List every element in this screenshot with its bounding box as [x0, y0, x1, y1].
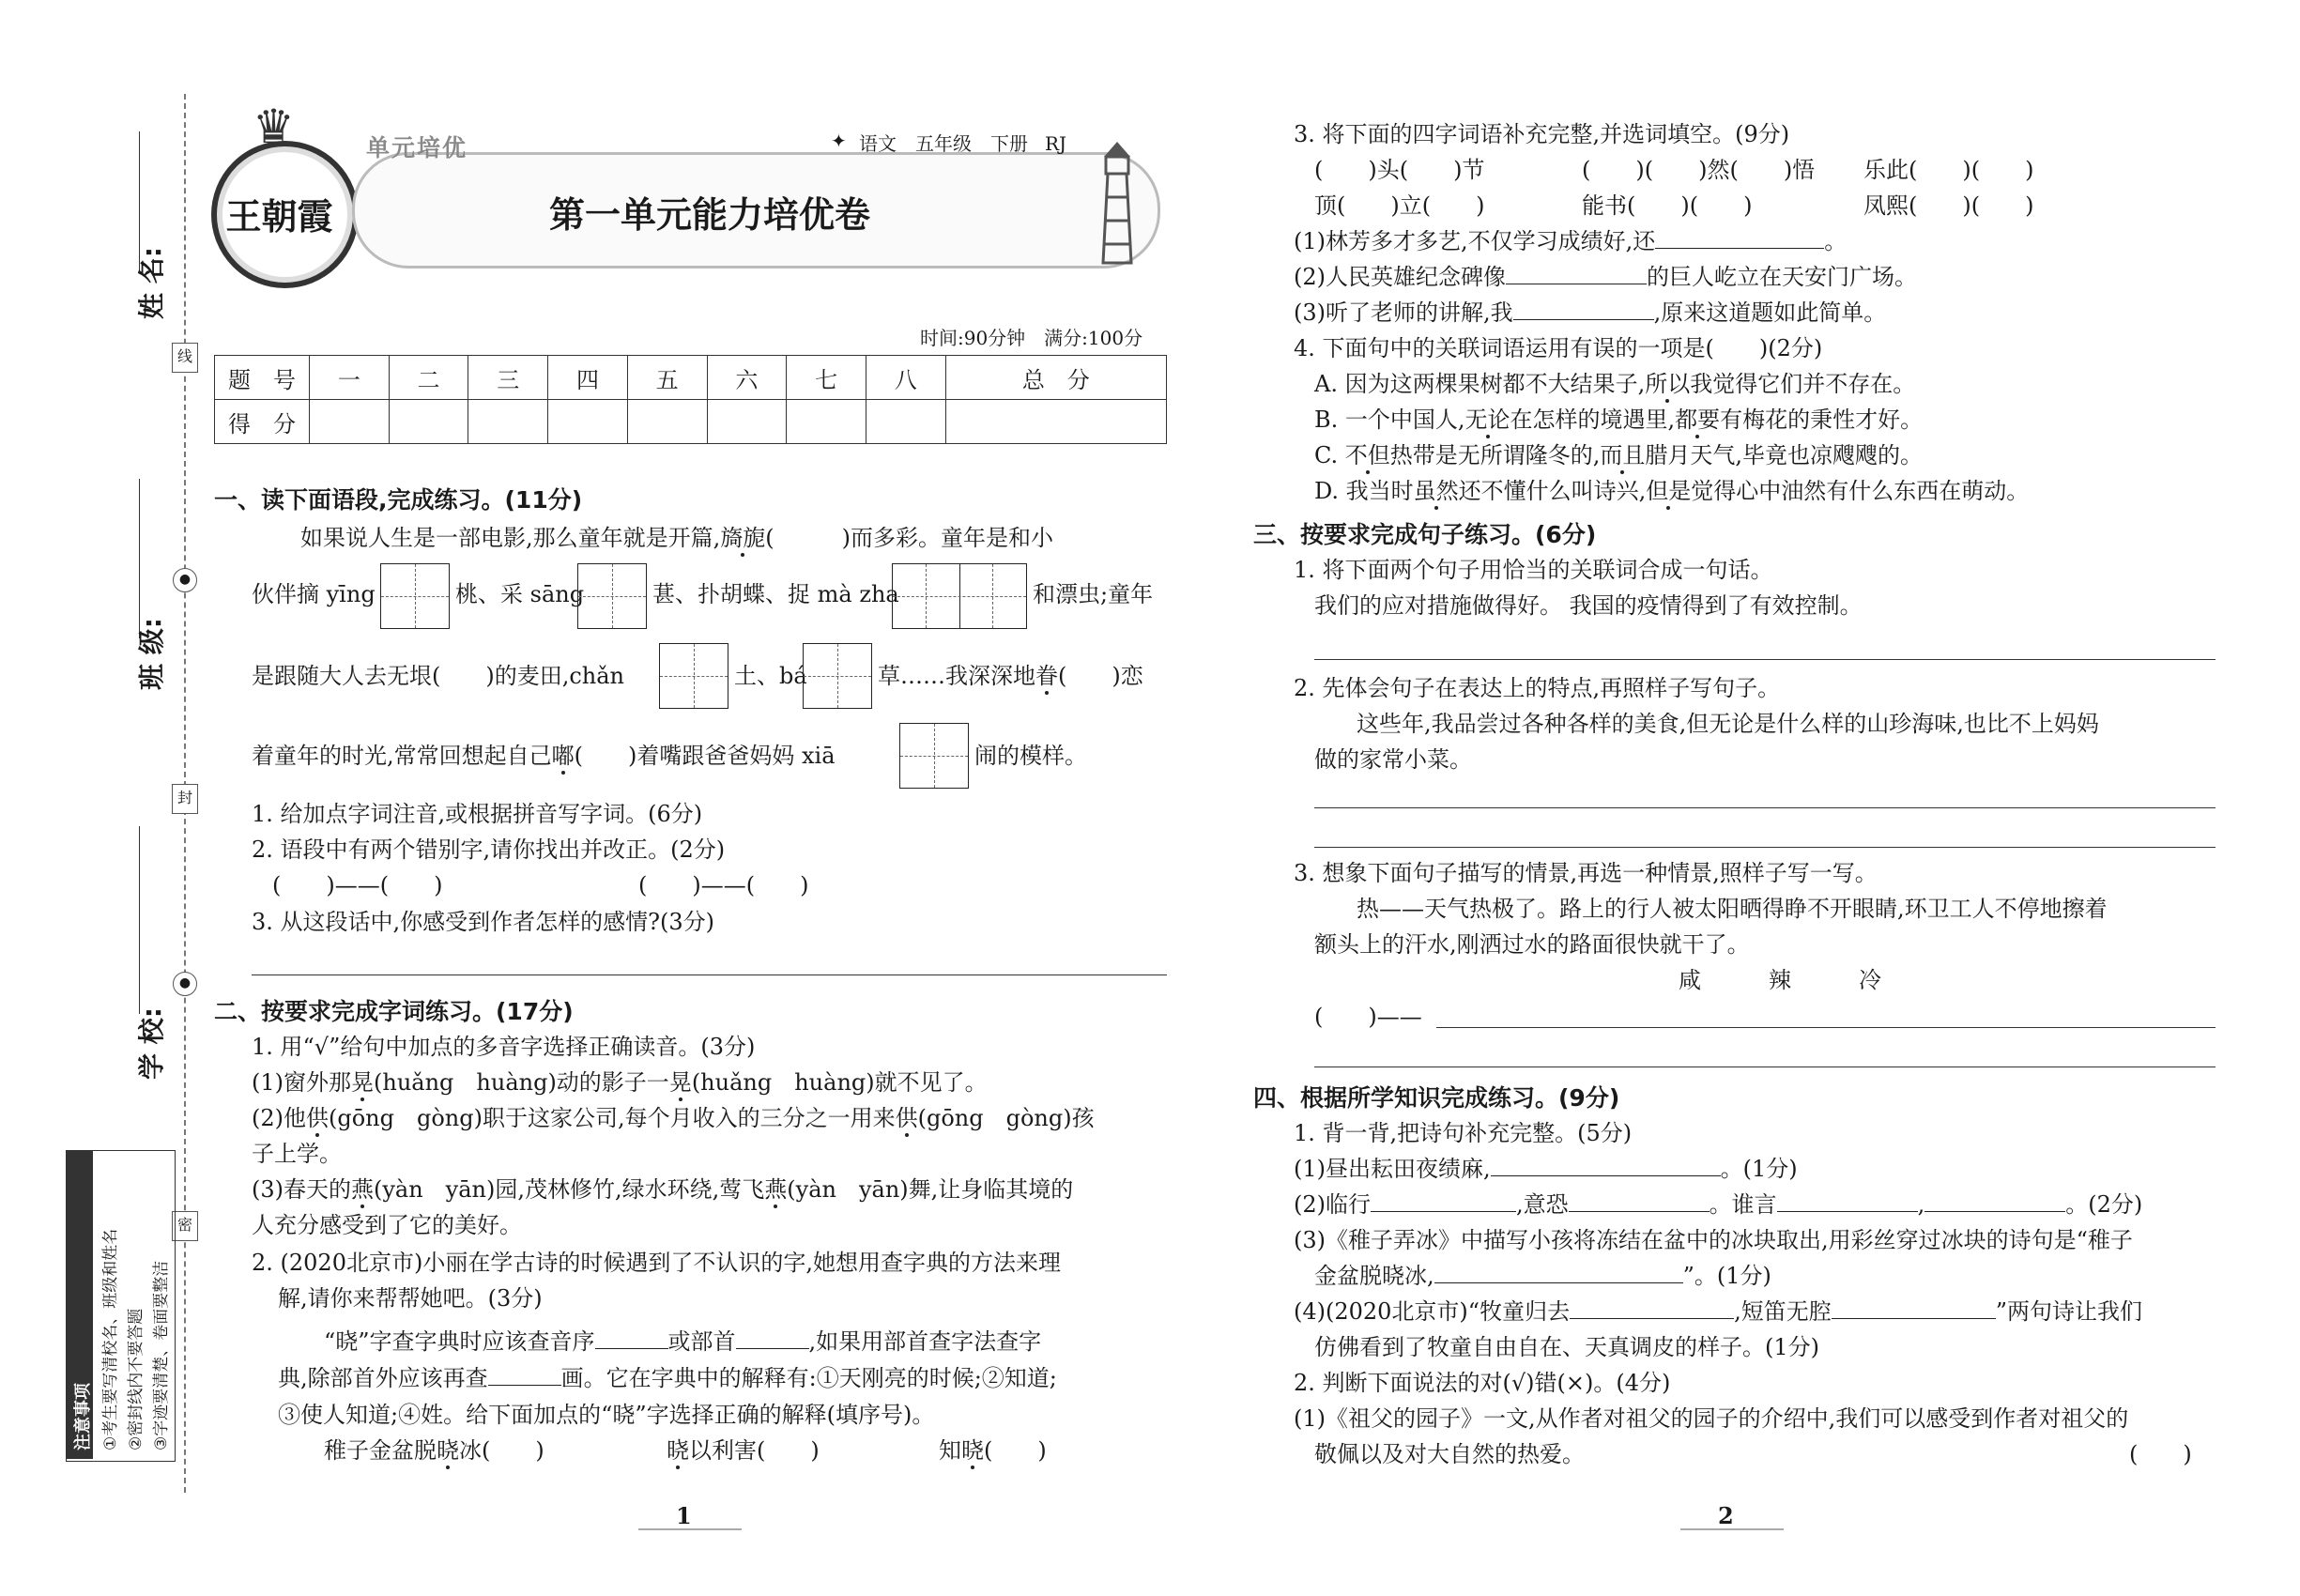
notice-title: 注意事项 — [73, 1383, 93, 1450]
option-text: B. 一个中国人, — [1314, 407, 1465, 433]
score-header-cell: 六 — [707, 356, 787, 400]
score-cell[interactable] — [866, 400, 945, 444]
poem-line: ,意恐 — [1516, 1191, 1569, 1218]
fill-sentence: (2)人民英雄纪念碑像 — [1294, 264, 1506, 290]
score-header-cell: 三 — [468, 356, 548, 400]
s2-dotted-char: 供 — [895, 1105, 918, 1131]
option-text: D. 我当时 — [1314, 478, 1414, 504]
s2-q2-text: 2. (2020北京市)小丽在学古诗的时候遇到了不认识的字,她想用查字典的方法来理 — [252, 1250, 1061, 1276]
poem-line: 。(2分) — [2065, 1191, 2143, 1218]
option-text: 觉得心中油然有什么东西在萌动。 — [1691, 478, 2030, 504]
s1-p3-text: 草……我深深地 — [878, 663, 1035, 689]
poem-blank[interactable] — [1777, 1190, 1918, 1212]
idiom-row-item[interactable]: ( )头( )节 — [1314, 157, 1485, 183]
s2-q1-2-text[interactable]: (gōng gòng)孩 — [917, 1105, 1095, 1131]
judge-statement: (1)《祖父的园子》一文,从作者对祖父的园子的介绍中,我们可以感受到作者对祖父的 — [1294, 1405, 2129, 1432]
judge-answer-bracket[interactable]: ( ) — [2129, 1441, 2192, 1467]
s1-p3-text: 土、bá — [734, 663, 807, 689]
fill-sentence: 的巨人屹立在天安门广场。 — [1647, 264, 1917, 290]
score-header-cell: 七 — [787, 356, 866, 400]
score-header-cell: 总 分 — [945, 356, 1166, 400]
poem-line: (4)(2020北京市)“牧童归去 — [1294, 1298, 1571, 1325]
meta-subject: 语文 — [859, 132, 897, 155]
s1-p3-text: 是跟随大人去无垠( )的麦田,chǎn — [252, 663, 625, 689]
s1-p3-text: ( )恋 — [1058, 663, 1143, 689]
page-ornament — [1680, 1528, 1784, 1530]
s2-q1-2-text: 子上学。 — [252, 1141, 342, 1167]
poem-blank[interactable] — [1491, 1155, 1721, 1176]
school-answer-line[interactable] — [139, 826, 140, 1014]
s2-q1-1-text: (1)窗外那 — [252, 1069, 351, 1096]
score-cell[interactable] — [468, 400, 548, 444]
time-info: 时间:90分钟 满分:100分 — [920, 327, 1143, 349]
s2-dotted-char: 燕 — [351, 1176, 374, 1203]
poem-line: 。谁言 — [1709, 1191, 1777, 1218]
s1-p4-text: 闹的模样。 — [974, 743, 1087, 769]
fill-blank[interactable] — [1506, 263, 1647, 284]
notice-item-1: ①考生要写清校名、班级和姓名 — [101, 1228, 120, 1450]
s2-q4: 4. 下面句中的关联词语运用有误的一项是( )(2分) — [1294, 335, 1823, 361]
option-text: C. — [1314, 442, 1345, 468]
idiom-row-item[interactable]: ( )( )然( )悟 — [1582, 157, 1816, 183]
poem-line: (2)临行 — [1294, 1191, 1371, 1218]
s1-q2-answer-1[interactable]: ( )——( ) — [272, 872, 443, 898]
s4-q1: 1. 背一背,把诗句补充完整。(5分) — [1294, 1120, 1633, 1146]
brand-name: 王朝霞 — [225, 195, 333, 238]
s1-p4-text: 着童年的时光,常常回想起自己 — [252, 743, 552, 769]
notice-item-3: ③字迹要清楚、卷面要整洁 — [152, 1260, 171, 1450]
dotted-conjunction: 虽然 — [1413, 478, 1459, 504]
tianzige-box-double[interactable] — [892, 563, 1027, 629]
s2-q2-text: 典,除部首外应该再查 — [278, 1365, 488, 1391]
dotted-conjunction: 但是 — [1646, 478, 1692, 504]
class-label: 班 级: — [136, 618, 167, 690]
answer-line[interactable] — [1314, 847, 2216, 848]
s2-q1-3-text: (3)春天的 — [252, 1176, 351, 1203]
tianzige-box[interactable] — [577, 563, 647, 629]
option-d[interactable] — [1314, 477, 2029, 505]
s2-q2-text: ③使人知道;④姓。给下面加点的“晓”字选择正确的解释(填序号)。 — [278, 1402, 935, 1428]
dotted-conjunction: 所以 — [1645, 371, 1691, 397]
s1-p2-text: 葚、扑胡蝶、捉 mà zha — [652, 581, 899, 607]
page-number-2: 2 — [1718, 1502, 1734, 1529]
option-text: 我觉得它们并不存在。 — [1690, 371, 1916, 397]
lighthouse-icon — [1089, 136, 1145, 271]
poem-line: , — [1917, 1191, 1925, 1218]
s2-q1-2-text: (2)他 — [252, 1105, 306, 1131]
school-label: 学 校: — [136, 1007, 167, 1080]
binding-hole-icon: ● — [173, 972, 197, 996]
score-row-label: 得 分 — [215, 400, 310, 444]
idiom-row-item[interactable]: 顶( )立( ) — [1314, 192, 1485, 219]
s2-dotted-char: 供 — [306, 1105, 329, 1131]
s3-q1-text: 我们的应对措施做得好。 我国的疫情得到了有效控制。 — [1314, 592, 1863, 619]
poem-blank[interactable] — [1570, 1297, 1734, 1319]
s1-q2: 2. 语段中有两个错别字,请你找出并改正。(2分) — [252, 836, 726, 863]
s1-dotted-word: 嘟 — [551, 743, 575, 769]
s1-p2-text: 桃、采 sāng — [455, 581, 585, 607]
score-cell[interactable] — [945, 400, 1166, 444]
bushou-blank[interactable] — [736, 1327, 809, 1349]
s1-p1-text: 如果说人生是一部电影,那么童年就是开篇, — [300, 525, 721, 551]
s3-q2-text: 这些年,我品尝过各种各样的美食,但无论是什么样的山珍海味,也比不上妈妈 — [1357, 711, 2099, 737]
seal-mark-feng: 封 — [172, 784, 198, 814]
option-a[interactable] — [1314, 370, 1915, 398]
s1-q2-answer-2[interactable]: ( )——( ) — [638, 872, 809, 898]
tianzige-box[interactable] — [659, 643, 728, 709]
s3-q2: 2. 先体会句子在表达上的特点,再照样子写句子。 — [1294, 675, 1781, 701]
notice-item-2: ②密封线内不要答题 — [127, 1308, 146, 1450]
option-text: A. 因为这两棵果树都不大结果子, — [1314, 371, 1646, 397]
s2-q1-3-text[interactable]: (yàn yān)舞,让身临其境的 — [787, 1176, 1074, 1203]
fill-sentence: (1)林芳多才多艺,不仅学习成绩好,还 — [1294, 228, 1656, 254]
s2-q2-item: 知 — [939, 1437, 961, 1464]
s2-q3: 3. 将下面的四字词语补充完整,并选词填空。(9分) — [1294, 121, 1790, 147]
binding-hole-icon: ● — [173, 568, 197, 592]
fill-sentence: 。 — [1824, 228, 1848, 254]
class-answer-line[interactable] — [139, 479, 140, 638]
tianzige-box[interactable] — [899, 723, 969, 789]
crown-icon: ♛ — [253, 100, 295, 154]
score-cell[interactable] — [310, 400, 390, 444]
score-cell[interactable] — [389, 400, 468, 444]
s2-q1-2-text[interactable]: (gōng gòng)职于这家公司,每个月收入的三分之一用来 — [329, 1105, 896, 1131]
s1-q1: 1. 给加点字词注音,或根据拼音写字词。(6分) — [252, 801, 703, 827]
option-b[interactable] — [1314, 406, 1923, 434]
stroke-count-blank[interactable] — [488, 1364, 561, 1386]
score-header-cell: 四 — [548, 356, 628, 400]
page-title: 第一单元能力培优卷 — [549, 194, 871, 236]
s2-q1-3-text: 人充分感受到了它的美好。 — [252, 1212, 522, 1238]
poem-line: (3)《稚子弄冰》中描写小孩将冻结在盆中的冰块取出,用彩丝穿过冰块的诗句是“稚子 — [1294, 1227, 2133, 1253]
meta-edition: RJ — [1045, 132, 1067, 155]
poem-line: ,短笛无腔 — [1734, 1298, 1832, 1325]
s2-q2-text: 解,请你来帮帮她吧。(3分) — [278, 1285, 543, 1312]
s2-q1: 1. 用“√”给句中加点的多音字选择正确读音。(3分) — [252, 1034, 756, 1060]
dotted-conjunction: 无论 — [1464, 407, 1510, 433]
idiom-row-item[interactable]: 能书( )( ) — [1582, 192, 1753, 219]
s1-dotted-word: 旖旎 — [720, 525, 766, 551]
section-1-heading: 一、读下面语段,完成练习。(11分) — [214, 486, 583, 514]
poem-line: ”两句诗让我们 — [1995, 1298, 2142, 1325]
s2-q1-1-text[interactable]: (huǎng huàng)动的影子一 — [374, 1069, 669, 1096]
poem-blank[interactable] — [1434, 1262, 1683, 1283]
poem-line: (1)昼出耘田夜绩麻, — [1294, 1156, 1491, 1182]
fill-sentence: ,原来这道题如此简单。 — [1653, 299, 1887, 326]
s2-dotted-char: 晓 — [667, 1437, 689, 1464]
s3-q3-words: 咸 辣 冷 — [1679, 967, 1881, 993]
s1-q3: 3. 从这段话中,你感受到作者怎样的感情?(3分) — [252, 909, 715, 935]
poem-line: 仿佛看到了牧童自由自在、天真调皮的样子。(1分) — [1314, 1334, 1819, 1360]
poem-blank[interactable] — [1832, 1297, 1996, 1319]
s2-q2-item[interactable]: ( ) — [984, 1437, 1047, 1464]
s2-q1-3-text[interactable]: (yàn yān)园,茂林修竹,绿水环绕,莺飞 — [374, 1176, 765, 1203]
seal-mark-mi: 密 — [172, 1211, 198, 1241]
score-header-cell: 题 号 — [215, 356, 310, 400]
yinxu-blank[interactable] — [595, 1327, 668, 1349]
judge-statement: 敬佩以及对大自然的热爱。 — [1314, 1441, 1585, 1467]
s2-dotted-char: 晓 — [961, 1437, 984, 1464]
s2-q1-1-text[interactable]: (huǎng huàng)就不见了。 — [691, 1069, 988, 1096]
s2-q2-text: ,如果用部首查字法查字 — [808, 1328, 1042, 1355]
s3-q3-answer-label[interactable]: ( )—— — [1314, 1004, 1422, 1030]
brand-logo — [211, 100, 359, 288]
section-4-heading: 四、根据所学知识完成练习。(9分) — [1253, 1084, 1620, 1112]
score-header-cell: 五 — [627, 356, 707, 400]
s2-dotted-char: 晓 — [437, 1437, 459, 1464]
s2-q2-text: 画。它在字典中的解释有:①天刚亮的时候;②知道; — [560, 1365, 1057, 1391]
poem-line: 金盆脱晓冰, — [1314, 1263, 1434, 1289]
score-header-cell: 八 — [866, 356, 945, 400]
poem-blank[interactable] — [1371, 1190, 1516, 1212]
section-2-heading: 二、按要求完成字词练习。(17分) — [214, 998, 574, 1025]
dotted-conjunction: 不但 — [1344, 442, 1390, 468]
poem-blank[interactable] — [1924, 1190, 2065, 1212]
tianzige-box[interactable] — [803, 643, 872, 709]
page-ornament — [638, 1528, 742, 1530]
s2-q2-item[interactable]: 冰( ) — [459, 1437, 544, 1464]
s1-p2-text: 和漂虫;童年 — [1033, 581, 1154, 607]
option-text: 在怎样的境遇里, — [1510, 407, 1676, 433]
fill-blank[interactable] — [1655, 227, 1824, 249]
series-tag: 单元培优 — [366, 134, 468, 161]
idiom-row-item[interactable]: 乐此( )( ) — [1863, 157, 2034, 183]
s2-q2-text: 或部首 — [667, 1328, 736, 1355]
meta-term: 下册 — [990, 132, 1028, 155]
score-table — [214, 355, 1167, 444]
page-number-1: 1 — [676, 1502, 692, 1529]
fill-blank[interactable] — [1513, 299, 1654, 320]
s3-q1: 1. 将下面两个句子用恰当的关联词合成一句话。 — [1294, 557, 1773, 583]
answer-line[interactable] — [1314, 659, 2216, 660]
poem-blank[interactable] — [1569, 1190, 1710, 1212]
score-header-cell: 二 — [389, 356, 468, 400]
s1-dotted-word: 眷 — [1035, 663, 1058, 689]
poem-line: 。(1分) — [1720, 1156, 1798, 1182]
s1-p1-text: ( )而多彩。童年是和小 — [765, 525, 1053, 551]
s4-q2: 2. 判断下面说法的对(√)错(×)。(4分) — [1294, 1370, 1671, 1396]
s2-q2-item[interactable]: 以利害( ) — [689, 1437, 820, 1464]
s2-dotted-char: 晃 — [668, 1069, 692, 1096]
dotted-conjunction: 而且 — [1600, 442, 1646, 468]
answer-line[interactable] — [1436, 1027, 2216, 1028]
score-cell[interactable] — [787, 400, 866, 444]
option-text: 腊月天气,毕竟也凉飕飕的。 — [1645, 442, 1924, 468]
s2-dotted-char: 燕 — [764, 1176, 788, 1203]
s3-q3: 3. 想象下面句子描写的情景,再选一种情景,照样子写一写。 — [1294, 860, 1878, 886]
option-c[interactable] — [1314, 441, 1923, 469]
s3-q3-text: 额头上的汗水,刚洒过水的路面很快就干了。 — [1314, 931, 1750, 958]
meta-grade: 五年级 — [915, 132, 972, 155]
score-header-cell: 一 — [310, 356, 390, 400]
section-3-heading: 三、按要求完成句子练习。(6分) — [1253, 521, 1597, 548]
score-cell[interactable] — [707, 400, 787, 444]
answer-line[interactable] — [252, 974, 1167, 975]
poem-line: ”。(1分) — [1682, 1263, 1771, 1289]
option-text: 热带是无所谓隆冬的, — [1389, 442, 1601, 468]
s2-q2-item: 稚子金盆脱 — [324, 1437, 437, 1464]
name-label: 姓 名: — [136, 247, 167, 319]
seal-mark-xian: 线 — [172, 343, 198, 373]
answer-line[interactable] — [1314, 807, 2216, 808]
fill-sentence: (3)听了老师的讲解,我 — [1294, 299, 1513, 326]
score-cell[interactable] — [548, 400, 628, 444]
tianzige-box[interactable] — [380, 563, 450, 629]
s2-q2-text: “晓”字查字典时应该查音序 — [324, 1328, 595, 1355]
option-text: 还不懂什么叫诗兴, — [1458, 478, 1647, 504]
idiom-row-item[interactable]: 凤熙( )( ) — [1863, 192, 2034, 219]
score-cell[interactable] — [627, 400, 707, 444]
sparkle-icon: ✦ — [831, 130, 847, 152]
option-text: 有梅花的秉性才好。 — [1720, 407, 1924, 433]
s3-q2-text: 做的家常小菜。 — [1314, 746, 1472, 773]
dotted-conjunction: 都要 — [1675, 407, 1721, 433]
s3-q3-text: 热——天气热极了。路上的行人被太阳晒得睁不开眼睛,环卫工人不停地擦着 — [1357, 896, 2108, 922]
s1-p4-text: ( )着嘴跟爸爸妈妈 xiā — [574, 743, 836, 769]
s1-p2-text: 伙伴摘 yīng — [252, 581, 376, 607]
s2-dotted-char: 晃 — [351, 1069, 374, 1096]
